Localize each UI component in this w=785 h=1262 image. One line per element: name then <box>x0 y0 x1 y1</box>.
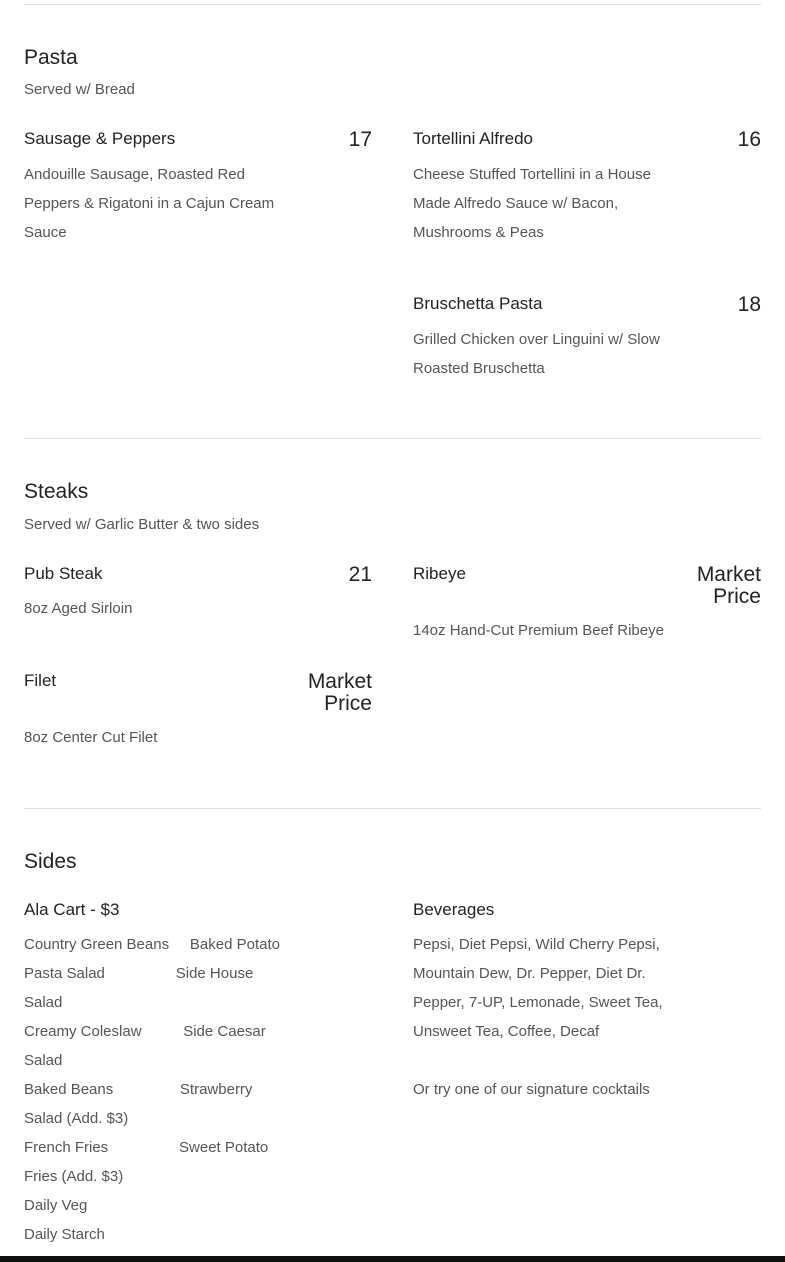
item-name: Tortellini Alfredo <box>413 129 534 148</box>
ala-cart-list <box>24 930 284 1249</box>
item-name: Filet <box>24 671 57 690</box>
item-description: 8oz Aged Sirloin <box>24 600 133 617</box>
item-price: 16 <box>737 128 761 151</box>
item-name: Ribeye <box>413 564 466 583</box>
item-description: Cheese Stuffed Tortellini in a House Made Alfredo Sauce w/ Bacon, Mushrooms & Peas <box>413 166 651 241</box>
beverages-list: Pepsi, Diet Pepsi, Wild Cherry Pepsi, Mountain Dew, Dr. Pepper, Diet Dr. Pepper, 7-UP, Lemonade, Sweet Tea, Unsweet Tea, Coffee, Decaf <box>413 936 663 1040</box>
section-title-steaks: Steaks <box>24 480 89 503</box>
item-price: Market Price <box>307 670 372 715</box>
beverages-note: Or try one of our signature cocktails <box>413 1081 650 1098</box>
item-name: Bruschetta Pasta <box>413 294 543 313</box>
section-subtitle-pasta: Served w/ Bread <box>24 81 135 98</box>
item-description: 8oz Center Cut Filet <box>24 729 158 746</box>
section-subtitle-steaks: Served w/ Garlic Butter & two sides <box>24 516 260 533</box>
section-title-pasta: Pasta <box>24 46 78 69</box>
item-name: Sausage & Peppers <box>24 129 176 148</box>
divider-top <box>24 4 761 5</box>
ala-cart-heading: Ala Cart - $3 <box>24 900 120 919</box>
item-price: 21 <box>348 563 372 586</box>
ala-cart-text: Country Green Beans Baked Potato Pasta Salad Side House Salad Creamy Coleslaw Side Caesar Salad Baked Beans Strawberry Salad (Add. $3) French Fries Sweet Potato Fries (Add. $3) Daily Veg Daily Starch <box>24 936 280 1243</box>
item-description: 14oz Hand-Cut Premium Beef Ribeye <box>413 622 664 639</box>
item-price: Market Price <box>696 563 761 608</box>
bottom-bar <box>0 1256 785 1262</box>
divider-pasta <box>24 438 761 439</box>
item-description: Grilled Chicken over Linguini w/ Slow Roasted Bruschetta <box>413 331 660 377</box>
beverages-heading: Beverages <box>413 900 495 919</box>
item-name: Pub Steak <box>24 564 103 583</box>
divider-steaks <box>24 808 761 809</box>
item-price: 17 <box>348 128 372 151</box>
item-description: Andouille Sausage, Roasted Red Peppers & Rigatoni in a Cajun Cream Sauce <box>24 166 275 241</box>
section-title-sides: Sides <box>24 850 77 873</box>
item-price: 18 <box>737 293 761 316</box>
